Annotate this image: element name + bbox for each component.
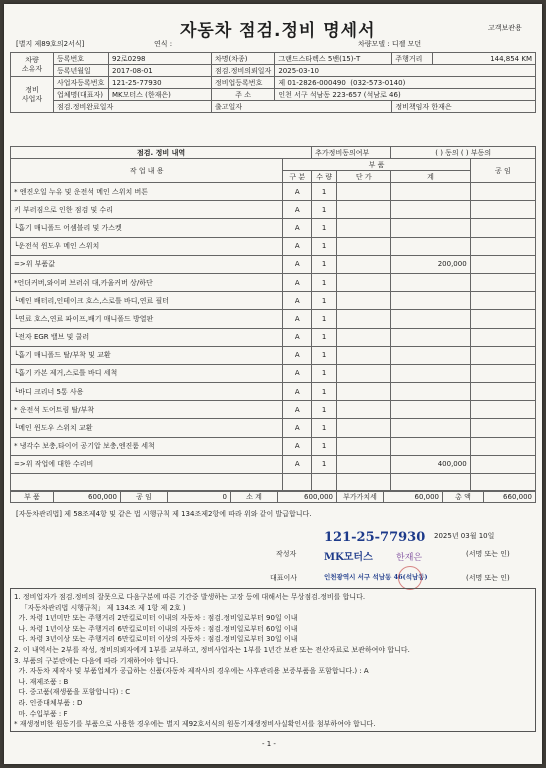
part-qty: 1 <box>312 383 337 401</box>
work-desc: * 엔진오일 누유 및 운전석 메인 스위치 버튼 <box>11 183 283 201</box>
note-line: 1. 정비업자가 점검.정비의 잘못으로 다음구분에 따른 기간중 발생하는 고장 등에 대해서는 무상점검.정비를 합니다. <box>14 593 366 601</box>
labor-total: 0 <box>168 491 231 503</box>
work-header: 점검. 정비 내역 <box>11 147 312 159</box>
writer-sign-hint: (서명 또는 인) <box>466 550 510 558</box>
part-unit-price <box>337 183 391 201</box>
part-qty: 1 <box>312 328 337 346</box>
part-division: A <box>283 273 312 291</box>
part-division: A <box>283 401 312 419</box>
work-desc: └흡기 카본 제거,스로틀 바디 세척 <box>11 364 283 382</box>
work-desc: =>위 작업에 대한 수리비 <box>11 455 283 473</box>
work-row <box>11 201 536 219</box>
subtotal: 600,000 <box>278 491 337 503</box>
work-desc: *언더커버,와이퍼 브러쉬 대,카울커버 상/하단 <box>11 273 283 291</box>
part-amount <box>391 310 470 328</box>
grand-total: 660,000 <box>484 491 536 503</box>
address: 인천 서구 석남동 223-657 (석남로 46) <box>275 89 536 101</box>
col-unit: 단 가 <box>337 171 391 183</box>
note-line: 다. 차령 3년이상 또는 주행거리 6만킬로미터 이상의 자동차 : 점검.정비일로부터 30일 이내 <box>14 635 298 644</box>
rep-label: 대표이사 <box>270 574 298 582</box>
labor-amount <box>470 437 535 455</box>
work-row <box>11 273 536 291</box>
part-unit-price <box>337 455 391 473</box>
part-qty: 1 <box>312 292 337 310</box>
part-division: A <box>283 237 312 255</box>
info-table <box>10 52 536 113</box>
labor-amount <box>470 237 535 255</box>
reg-no-label: 등록번호 <box>54 53 109 65</box>
part-amount <box>391 273 470 291</box>
work-row <box>11 455 536 473</box>
address-label: 주 소 <box>212 89 275 101</box>
work-rows <box>11 183 536 492</box>
work-desc: └운전석 윈도우 메인 스위치 <box>11 237 283 255</box>
part-unit-price <box>337 346 391 364</box>
labor-amount <box>470 201 535 219</box>
work-desc <box>11 474 283 492</box>
work-row <box>11 310 536 328</box>
mileage-label: 주행거리 <box>392 53 433 65</box>
labor-amount <box>470 292 535 310</box>
labor-amount <box>470 364 535 382</box>
note-line: 가. 자동차 제작사 및 부품업체가 공급하는 신품(자동차 제작사의 경우에는 사후관리용 보증부품을 포함합니다.) : A <box>14 667 369 676</box>
work-table <box>10 146 536 492</box>
parts-total-label: 부 품 <box>11 491 54 503</box>
part-qty: 1 <box>312 437 337 455</box>
labor-amount <box>470 273 535 291</box>
work-row <box>11 237 536 255</box>
rep-sign-hint: (서명 또는 인) <box>466 574 510 582</box>
labor-total-label: 공 임 <box>121 491 168 503</box>
note-line: 나. 재제조품 : B <box>14 677 69 686</box>
work-desc: =>위 부품값 <box>11 255 283 273</box>
part-qty: 1 <box>312 455 337 473</box>
work-desc: └바디 크리너 5통 사용 <box>11 383 283 401</box>
business-section: 정비 사업자 <box>11 77 54 113</box>
part-division: A <box>283 255 312 273</box>
part-qty: 1 <box>312 310 337 328</box>
work-desc: * 냉각수 보충,타이어 공기압 보충,엔진룸 세척 <box>11 437 283 455</box>
part-qty: 1 <box>312 346 337 364</box>
writer-label: 작성자 <box>276 550 297 558</box>
part-division: A <box>283 219 312 237</box>
col-qty: 수 량 <box>312 171 337 183</box>
car-name: 그랜드스타렉스 5밴(15)-T <box>275 53 392 65</box>
note-line: 다. 중고품(재생품을 포함합니다) : C <box>14 688 131 697</box>
vat: 60,000 <box>384 491 443 503</box>
grand-total-label: 총 액 <box>443 491 484 503</box>
col-division: 구 분 <box>283 171 312 183</box>
part-amount <box>391 219 470 237</box>
form-number: [별지 제89호의2서식] <box>16 40 85 48</box>
work-row <box>11 292 536 310</box>
part-unit-price <box>337 401 391 419</box>
chief-label: 정비책임자 <box>395 102 430 111</box>
address-stamp: 인천광역시 서구 석남동 46(석남동) <box>324 573 428 581</box>
issue-date: 2025년 03월 10일 <box>434 532 495 540</box>
chief-name: 한재은 <box>431 102 452 111</box>
work-row <box>11 346 536 364</box>
note-line: 「자동차관리법 시행규칙」 제 134조 제 1항 제 2호 ) <box>14 603 186 612</box>
work-row <box>11 474 536 492</box>
biz-no: 121-25-77930 <box>109 77 212 89</box>
note-line: 라. 인증대체부품 : D <box>14 698 83 707</box>
work-row <box>11 328 536 346</box>
part-amount: 400,000 <box>391 455 470 473</box>
col-labor: 공 임 <box>470 159 535 183</box>
model-label: 차량모델 : 디젤 모던 <box>358 40 422 48</box>
part-division: A <box>283 437 312 455</box>
note-line: 2. 이 내역서는 2부를 작성, 정비의뢰자에게 1부를 교부하고, 정비사업자는 1부를 1년간 보관 또는 전산자료로 보관하여야 합니다. <box>14 645 410 654</box>
reg-date: 2017-08-01 <box>109 65 212 77</box>
note-line: 나. 차령 1년이상 또는 주행거리 6만킬로미터 이내의 자동차 : 점검.정비일로부터 60일 이내 <box>14 624 298 633</box>
work-desc: └메인 윈도우 스위치 교환 <box>11 419 283 437</box>
shop-no-label: 정비업등록번호 <box>212 77 275 89</box>
seal-mark <box>398 566 422 590</box>
note-line: * 재생정비한 원동기를 부품으로 사용한 경우에는 별지 제92호서식의 원동기재생정비사실확인서를 첨부하여야 합니다. <box>14 720 376 729</box>
note-line: 가. 차령 1년미만 또는 주행거리 2만킬로미터 이내의 자동차 : 점검.정비일로부터 90일 이내 <box>14 614 298 623</box>
part-division: A <box>283 201 312 219</box>
part-division <box>283 474 312 492</box>
part-amount <box>391 292 470 310</box>
page-number: - 1 - <box>262 740 276 748</box>
part-division: A <box>283 310 312 328</box>
part-unit-price <box>337 255 391 273</box>
part-unit-price <box>337 383 391 401</box>
part-unit-price <box>337 474 391 492</box>
part-unit-price <box>337 219 391 237</box>
subtotal-label: 소 계 <box>231 491 278 503</box>
totals-table <box>10 490 536 503</box>
part-unit-price <box>337 328 391 346</box>
note-line: 마. 수입부품 : F <box>14 709 68 718</box>
labor-amount <box>470 183 535 201</box>
part-amount <box>391 474 470 492</box>
part-unit-price <box>337 310 391 328</box>
part-division: A <box>283 364 312 382</box>
part-amount <box>391 419 470 437</box>
part-unit-price <box>337 292 391 310</box>
part-amount: 200,000 <box>391 255 470 273</box>
shop-no: 제 01-2826-000490 <box>278 78 346 87</box>
part-division: A <box>283 183 312 201</box>
labor-amount <box>470 455 535 473</box>
law-text: [자동차관리법] 제 58조제4항 및 같은 법 시행규칙 제 134조제2항에 따라 위와 같이 발급합니다. <box>16 510 312 518</box>
request-date-label: 점검.정비의뢰일자 <box>212 65 275 77</box>
company-label: 업체명(대표자) <box>54 89 109 101</box>
labor-amount <box>470 310 535 328</box>
part-qty: 1 <box>312 201 337 219</box>
work-desc: └흡기 매니폴드 어셈블리 및 가스켓 <box>11 219 283 237</box>
part-unit-price <box>337 237 391 255</box>
labor-amount <box>470 474 535 492</box>
request-date: 2025-03-10 <box>275 65 536 77</box>
car-name-label: 차명(차종) <box>212 53 275 65</box>
part-qty: 1 <box>312 183 337 201</box>
part-division: A <box>283 455 312 473</box>
labor-amount <box>470 219 535 237</box>
part-division: A <box>283 328 312 346</box>
work-desc: * 운전석 도어트림 탈/부착 <box>11 401 283 419</box>
part-unit-price <box>337 437 391 455</box>
labor-amount <box>470 419 535 437</box>
document-sheet <box>4 4 542 764</box>
company-stamp: MK모터스 <box>324 552 373 563</box>
work-row <box>11 437 536 455</box>
owner-section: 차량 소유자 <box>11 53 54 77</box>
part-qty <box>312 474 337 492</box>
part-unit-price <box>337 364 391 382</box>
shop-phone: (032-573-0140) <box>350 78 406 87</box>
labor-amount <box>470 255 535 273</box>
biz-no-label: 사업자등록번호 <box>54 77 109 89</box>
part-amount <box>391 237 470 255</box>
part-qty: 1 <box>312 401 337 419</box>
company: MK모터스 (한재은) <box>109 89 212 101</box>
col-work: 작 업 내 용 <box>11 159 283 183</box>
work-row <box>11 255 536 273</box>
copy-label: 고객보관용 <box>488 24 522 32</box>
part-amount <box>391 183 470 201</box>
document-title: 자동차 점검.정비 명세서 <box>180 21 376 41</box>
part-qty: 1 <box>312 419 337 437</box>
labor-amount <box>470 328 535 346</box>
work-row <box>11 219 536 237</box>
work-desc: └메인 배터리,인테이크 호스,스로틀 바디,연료 필터 <box>11 292 283 310</box>
part-division: A <box>283 419 312 437</box>
vat-label: 부가가치세 <box>337 491 384 503</box>
part-unit-price <box>337 273 391 291</box>
period-label: 점검.정비완료일자 <box>54 101 212 113</box>
part-amount <box>391 364 470 382</box>
mileage: 144,854 KM <box>433 53 536 65</box>
part-amount <box>391 328 470 346</box>
part-division: A <box>283 383 312 401</box>
work-desc: └흡기 매니폴드 탈/부착 및 교환 <box>11 346 283 364</box>
year-label: 연식 : <box>154 40 173 48</box>
extra-label: 추가정비동의여부 <box>312 147 391 159</box>
work-desc: └연료 호스,연료 파이프,배기 매니폴드 방열판 <box>11 310 283 328</box>
part-division: A <box>283 346 312 364</box>
reg-no: 92로0298 <box>109 53 212 65</box>
work-row <box>11 401 536 419</box>
labor-amount <box>470 383 535 401</box>
part-amount <box>391 201 470 219</box>
work-row <box>11 364 536 382</box>
part-qty: 1 <box>312 255 337 273</box>
work-row <box>11 183 536 201</box>
col-amount: 계 <box>391 171 470 183</box>
notes-list <box>14 592 532 730</box>
biz-no-stamp: 121-25-77930 <box>324 530 426 545</box>
part-amount <box>391 383 470 401</box>
part-qty: 1 <box>312 364 337 382</box>
col-parts: 부 품 <box>283 159 470 171</box>
note-line: 3. 부품의 구분란에는 다음에 따라 기재하여야 합니다. <box>14 656 179 665</box>
part-amount <box>391 346 470 364</box>
consent: ( ) 동의 ( ) 부동의 <box>391 147 536 159</box>
part-qty: 1 <box>312 219 337 237</box>
part-unit-price <box>337 419 391 437</box>
reg-date-label: 등록년월일 <box>54 65 109 77</box>
out-date-label: 출고일자 <box>212 101 392 113</box>
part-amount <box>391 437 470 455</box>
work-desc: └전자 EGR 밸브 및 쿨러 <box>11 328 283 346</box>
writer-signature: 한재은 <box>396 553 423 563</box>
labor-amount <box>470 346 535 364</box>
part-unit-price <box>337 201 391 219</box>
part-qty: 1 <box>312 273 337 291</box>
work-desc: 키 부러짐으로 인한 점검 및 수리 <box>11 201 283 219</box>
labor-amount <box>470 401 535 419</box>
part-qty: 1 <box>312 237 337 255</box>
part-division: A <box>283 292 312 310</box>
parts-total: 600,000 <box>54 491 121 503</box>
work-row <box>11 383 536 401</box>
part-amount <box>391 401 470 419</box>
work-row <box>11 419 536 437</box>
